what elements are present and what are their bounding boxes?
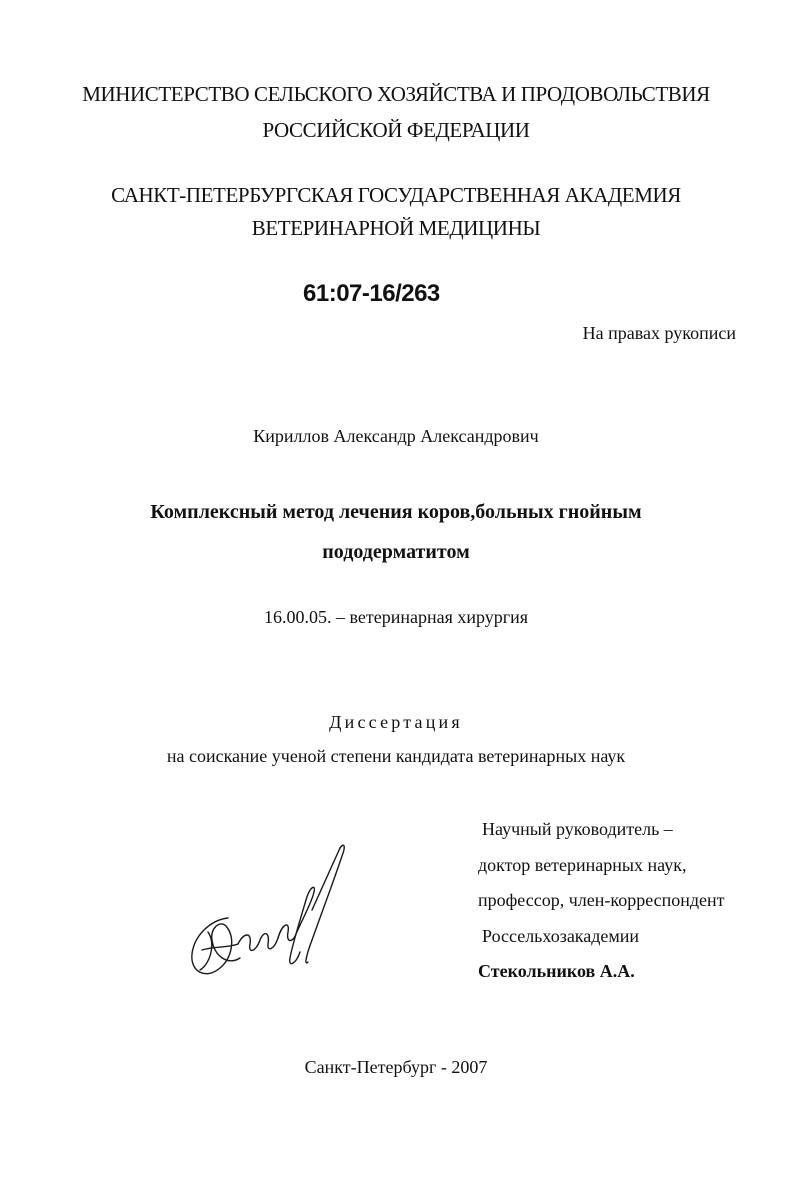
catalog-code: 61:07-16/263	[303, 280, 440, 307]
academy-header	[0, 179, 792, 245]
supervisor-block	[478, 812, 725, 990]
supervisor-name: Стекольников А.А.	[478, 961, 635, 981]
specialty-code: 16.00.05. – ветеринарная хирургия	[263, 607, 529, 627]
author-name: Кириллов Александр Александрович	[253, 426, 539, 446]
title-line-1: Комплексный метод лечения коров,больных гнойным	[150, 501, 642, 523]
rights-note: На правах рукописи	[582, 323, 736, 343]
place-year: Санкт-Петербург - 2007	[304, 1057, 488, 1077]
academy-line-2: ВЕТЕРИНАРНОЙ МЕДИЦИНЫ	[251, 216, 541, 240]
ministry-line-2: РОССИЙСКОЙ ФЕДЕРАЦИИ	[262, 118, 530, 142]
supervisor-role: Научный руководитель –	[482, 819, 673, 839]
ministry-header	[0, 76, 792, 148]
dissertation-label: Диссертация	[329, 712, 463, 732]
supervisor-academy: Россельхозакадемии	[482, 925, 640, 946]
supervisor-degree: доктор ветеринарных наук,	[478, 854, 687, 875]
title-line-2: пододерматитом	[322, 541, 470, 563]
author-signature-icon	[180, 840, 360, 990]
ministry-line-1: МИНИСТЕРСТВО СЕЛЬСКОГО ХОЗЯЙСТВА И ПРОДОВОЛЬСТВИЯ	[82, 82, 710, 106]
degree-line: на соискание ученой степени кандидата ветеринарных наук	[166, 746, 626, 766]
dissertation-title	[0, 492, 792, 572]
academy-line-1: САНКТ-ПЕТЕРБУРГСКАЯ ГОСУДАРСТВЕННАЯ АКАДЕМИЯ	[111, 183, 681, 207]
supervisor-title: профессор, член-корреспондент	[478, 890, 725, 910]
